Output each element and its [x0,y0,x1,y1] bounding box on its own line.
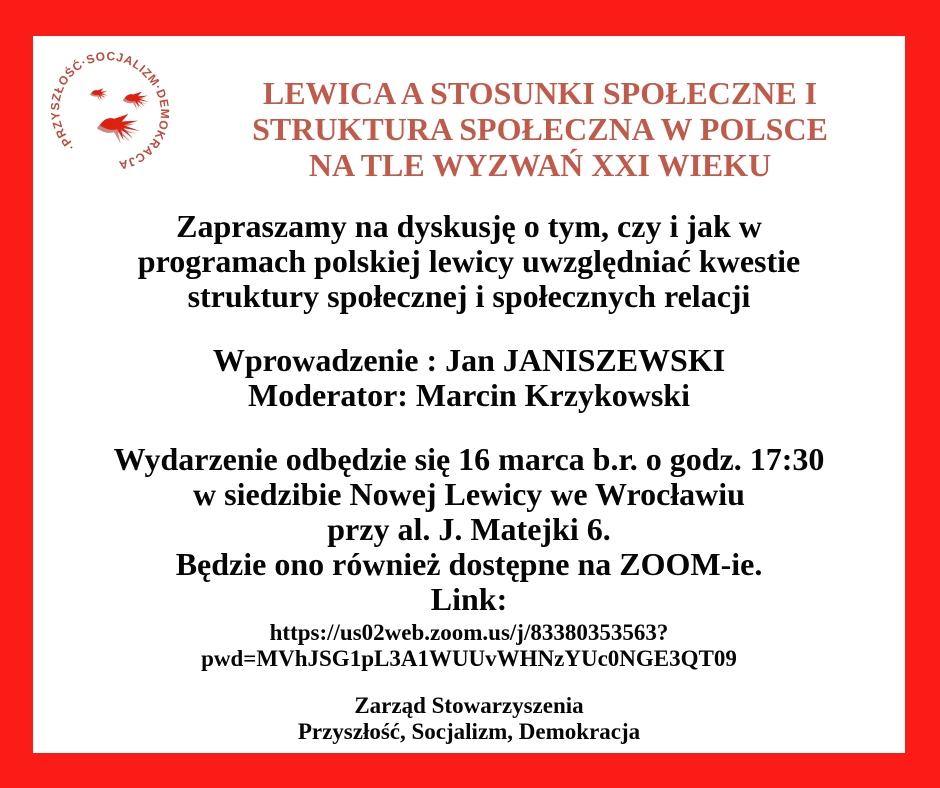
swallow-icon-medium [125,92,149,108]
event-line: Wydarzenie odbędzie się 16 marca b.r. o godz. 17:30 [113,441,825,477]
logo-svg [45,46,175,176]
event-line: Będzie ono również dostępne na ZOOM-ie. [175,546,763,582]
speakers-line: Wprowadzenie : Jan JANISZEWSKI [212,342,726,378]
title-line: NA TLE WYZWAŃ XXI WIEKU [308,147,772,183]
footer-signature [33,693,905,745]
intro-line: programach polskiej lewicy uwzględniać kwestie [137,243,801,279]
event-line: Link: [430,581,508,617]
zoom-link[interactable] [33,620,905,672]
footer-line: Zarząd Stowarzyszenia [354,693,584,718]
zoom-link-line[interactable]: https://us02web.zoom.us/j/83380353563? [269,620,669,645]
intro-line: Zapraszamy na dyskusję o tym, czy i jak w [176,208,762,244]
intro-text [33,209,905,314]
zoom-link-line[interactable]: pwd=MVhJSG1pL3A1WUUvWHNzYUc0NGE3QT09 [201,646,737,671]
intro-line: struktury społecznej i społecznych relacji [187,278,751,314]
title-line: STRUKTURA SPOŁECZNA W POLSCE [252,111,828,147]
event-line: przy al. J. Matejki 6. [327,511,611,547]
poster-panel [33,36,905,753]
event-details [33,442,905,617]
event-line: w siedzibie Nowej Lewicy we Wrocławiu [193,476,745,512]
footer-line: Przyszłość, Socjalizm, Demokracja [297,719,641,744]
speakers-text [33,343,905,413]
speakers-line: Moderator: Marcin Krzykowski [248,377,690,413]
logo-emblem [45,46,175,176]
swallow-icon-large [100,114,140,141]
title-line: LEWICA A STOSUNKI SPOŁECZNE I [262,75,818,111]
swallow-icon-small [91,88,108,99]
poster-title [175,75,905,183]
logo-ring-text: ·PRZYSZŁOŚĆ·SOCJALIZM·DEMOKRACJA [48,49,172,173]
